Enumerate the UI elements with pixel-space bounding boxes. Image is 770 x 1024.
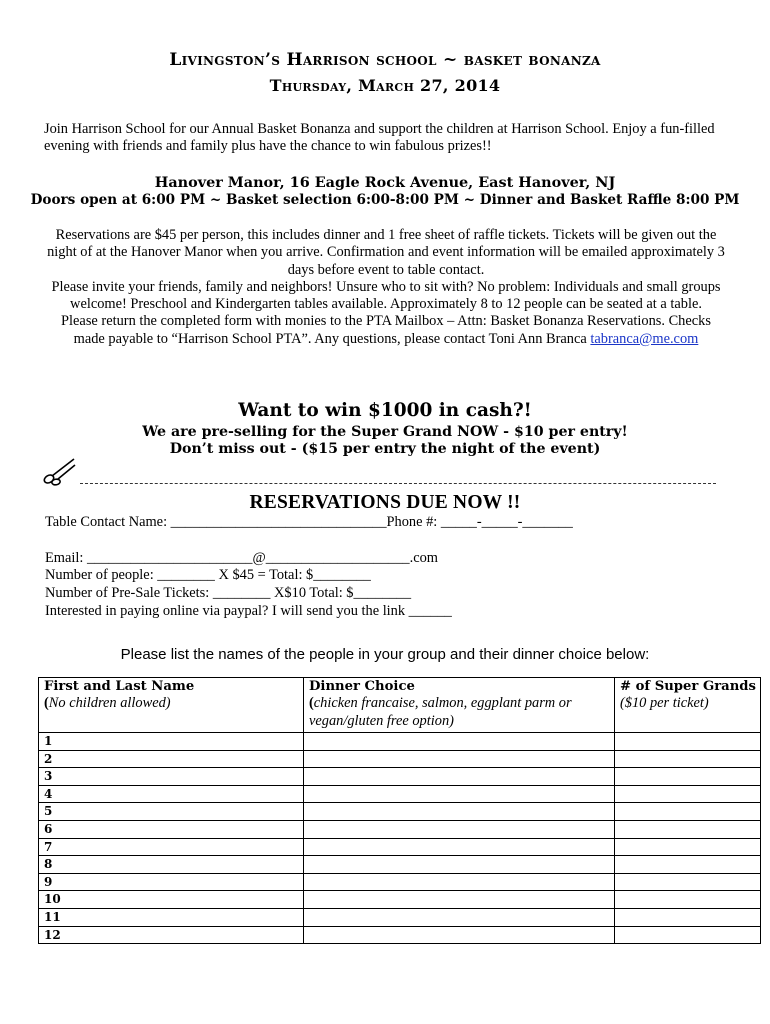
name-column-note: No children allowed) [48,695,171,712]
guest-name-cell[interactable]: 8 [39,856,304,874]
guest-name-cell[interactable]: 10 [39,891,304,909]
super-grands-cell[interactable] [615,803,761,821]
super-grands-cell[interactable] [615,785,761,803]
name-column-title: First and Last Name [44,679,195,694]
guest-name-cell[interactable]: 3 [39,768,304,786]
dinner-choice-cell[interactable] [304,891,615,909]
dinner-choice-cell[interactable] [304,838,615,856]
super-grands-cell[interactable] [615,891,761,909]
super-grands-cell[interactable] [615,768,761,786]
scissors-icon [42,456,78,486]
guest-name-cell[interactable]: 7 [39,838,304,856]
super-grands-cell[interactable] [615,908,761,926]
dinner-choice-cell[interactable] [304,733,615,751]
table-row [39,733,761,751]
reservations-due-heading: RESERVATIONS DUE NOW !! [249,492,521,513]
table-row [39,856,761,874]
presale-tickets-field[interactable]: Number of Pre-Sale Tickets: ________ X$10 Total: $________ [45,585,412,601]
reservation-info [46,227,726,348]
super-grands-cell[interactable] [615,873,761,891]
email-field[interactable]: Email: _______________________@____________________.com [45,550,438,566]
guest-name-cell[interactable]: 12 [39,926,304,944]
super-grands-cell[interactable] [615,820,761,838]
people-count-field[interactable]: Number of people: ________ X $45 = Total: $________ [45,567,371,583]
dinner-column-title: Dinner Choice [309,679,415,694]
super-grands-column-title: # of Super Grands [620,679,756,694]
table-row [39,926,761,944]
name-column-header [39,678,304,733]
dinner-choice-cell[interactable] [304,768,615,786]
night-of-price-line: Don’t miss out - ($15 per entry the night of the event) [169,441,601,457]
super-grands-cell[interactable] [615,750,761,768]
guest-name-cell[interactable]: 11 [39,908,304,926]
super-grands-cell[interactable] [615,733,761,751]
cut-line [80,483,716,484]
guest-name-cell[interactable]: 1 [39,733,304,751]
dinner-choice-cell[interactable] [304,873,615,891]
guest-name-cell[interactable]: 4 [39,785,304,803]
dinner-choice-cell[interactable] [304,803,615,821]
super-grands-cell[interactable] [615,926,761,944]
table-row [39,838,761,856]
reservation-pricing-paragraph: Reservations are $45 per person, this includes dinner and 1 free sheet of raffle tickets. Tickets will be given out the night of at the Hanover Manor when you arrive. Confirmation and event information will be emailed approximately 3 days before event to table contact. [47,227,725,278]
table-row [39,908,761,926]
guest-list-table [38,677,761,944]
table-row [39,785,761,803]
return-form-text: Please return the completed form with monies to the PTA Mailbox – Attn: Basket Bonanza Reservations. Checks made payable to “Harrison School PTA”. Any questions, please contact Toni Ann Branca [61,313,711,347]
super-grands-column-header [615,678,761,733]
dinner-column-note: chicken francaise, salmon, eggplant parm or vegan/gluten free option) [309,695,572,729]
dinner-choice-cell[interactable] [304,926,615,944]
table-header-row [39,678,761,733]
cash-prize-headline: Want to win $1000 in cash?! [238,400,532,421]
table-instruction: Please list the names of the people in your group and their dinner choice below: [120,646,650,663]
dinner-column-header [304,678,615,733]
guest-name-cell[interactable]: 6 [39,820,304,838]
guest-name-cell[interactable]: 9 [39,873,304,891]
table-row [39,750,761,768]
invite-paragraph: Please invite your friends, family and neighbors! Unsure who to sit with? No problem: Individuals and small groups welcome! Preschool and Kindergarten tables available. Approximately 8 to 12 people can be seated at a table. [51,278,721,313]
table-row [39,803,761,821]
dinner-column-note-paren: ( [309,695,314,712]
table-row [39,891,761,909]
table-row [39,768,761,786]
paypal-interest-field[interactable]: Interested in paying online via paypal? I will send you the link ______ [45,603,452,619]
super-grands-cell[interactable] [615,856,761,874]
presale-line: We are pre-selling for the Super Grand NOW - $10 per entry! [142,424,628,440]
guest-rows [39,733,761,944]
venue-address: Hanover Manor, 16 Eagle Rock Avenue, East Hanover, NJ [154,174,616,191]
table-contact-field[interactable]: Table Contact Name: ______________________________Phone #: _____-_____-_______ [45,514,573,530]
event-schedule: Doors open at 6:00 PM ~ Basket selection 6:00-8:00 PM ~ Dinner and Basket Raffle 8:00 PM [30,192,740,208]
event-title: Livingston’s Harrison school ~ basket bonanza [169,50,601,70]
table-row [39,873,761,891]
super-grands-column-note: ($10 per ticket) [620,695,709,712]
table-row [39,820,761,838]
dinner-choice-cell[interactable] [304,820,615,838]
name-column-note-paren: ( [44,695,49,712]
dinner-choice-cell[interactable] [304,908,615,926]
guest-name-cell[interactable]: 5 [39,803,304,821]
intro-paragraph: Join Harrison School for our Annual Basket Bonanza and support the children at Harrison School. Enjoy a fun-filled evening with friends and family plus have the chance to win fabulous prizes!! [44,121,715,155]
dinner-choice-cell[interactable] [304,750,615,768]
return-form-paragraph [46,313,726,348]
dinner-choice-cell[interactable] [304,785,615,803]
guest-name-cell[interactable]: 2 [39,750,304,768]
dinner-choice-cell[interactable] [304,856,615,874]
event-date: Thursday, March 27, 2014 [269,76,501,95]
super-grands-cell[interactable] [615,838,761,856]
contact-email-link[interactable]: tabranca@me.com [590,330,699,347]
